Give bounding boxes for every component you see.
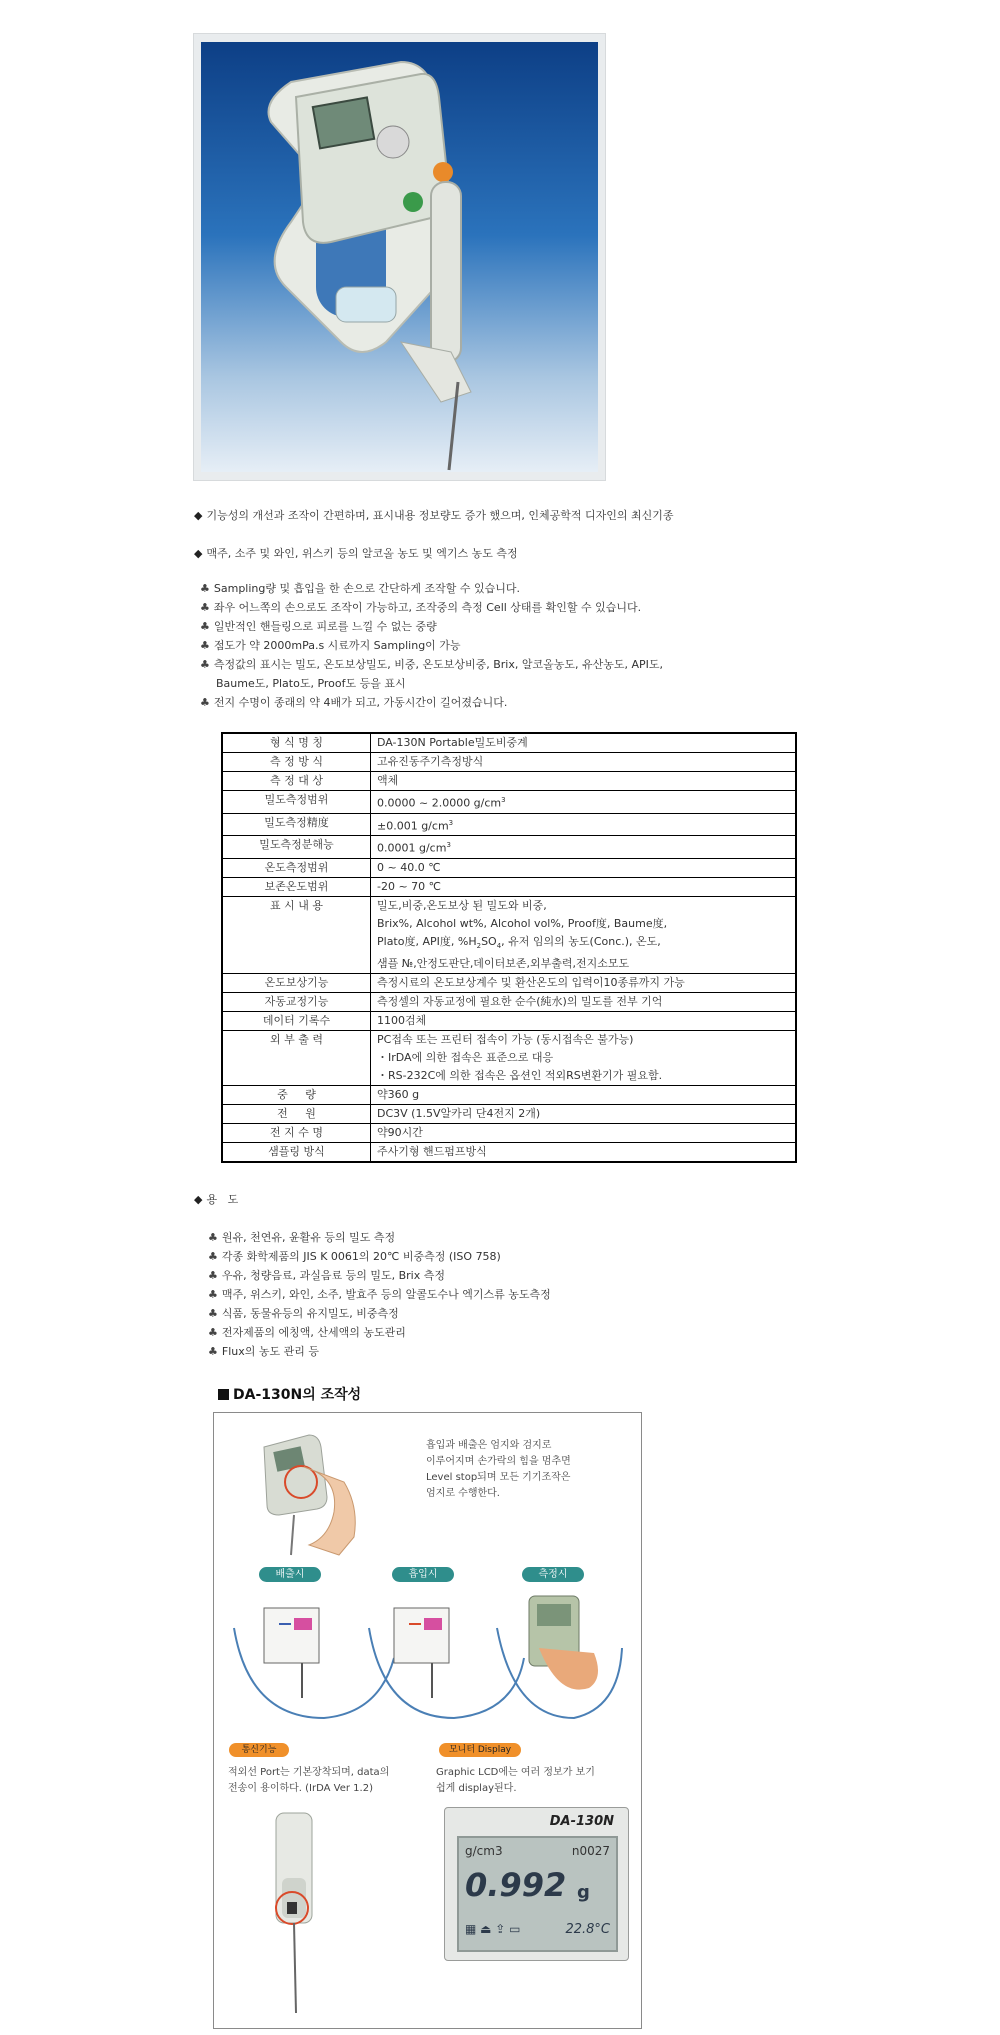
operation-panel <box>213 1412 642 2029</box>
diamond-icon: ◆ <box>194 547 203 560</box>
lcd-status-icons: ▦ ⏏ ⇪ ▭ <box>465 1922 521 1936</box>
club-icon: ♣ <box>208 1269 218 1282</box>
table-row: 자동교정기능 측정셀의 자동교정에 필요한 순수(純水)의 밀도를 전부 기억 <box>222 993 796 1012</box>
table-row: 표 시 내 용 밀도,비중,온도보상 된 밀도와 비중, Brix%, Alcohol wt%, Alcohol vol%, Proof度, Baume度, Plato度, API度, $\%H_2SO_4$, 유저 임의의 농도(Conc.), 온도, 샘플 №,안정도판단,데이터보존,외부출력,전지소모도 <box>222 896 796 973</box>
diamond-icon: ◆ <box>194 1193 203 1206</box>
lcd-temperature: 22.8°C <box>565 1922 610 1937</box>
feature-list <box>200 579 663 712</box>
lcd-reading-unit: g <box>577 1882 590 1903</box>
list-item: ♣ 우유, 청량음료, 과실음료 등의 밀도, Brix 측정 <box>208 1269 445 1282</box>
hand-grip-illustration <box>249 1427 359 1557</box>
table-row: 밀도측정분해능 0.0001 $g/cm^3$ <box>222 836 796 859</box>
table-row: 측 정 방 식 고유진동주기측정방식 <box>222 753 796 772</box>
intro-bullet-1: ◆ 기능성의 개선과 조작이 간편하며, 표시내용 정보량도 증가 했으며, 인체공학적 디자인의 최신기종 <box>194 509 674 522</box>
usage-heading: ◆ 용 도 <box>194 1193 239 1206</box>
lcd-unit: g/cm3 <box>465 1844 503 1858</box>
list-item: ♣ 원유, 천연유, 윤활유 등의 밀도 측정 <box>208 1231 396 1244</box>
club-icon: ♣ <box>208 1345 218 1358</box>
table-row: 데이터 기록수 1100검체 <box>222 1012 796 1031</box>
club-icon: ♣ <box>208 1307 218 1320</box>
feature-item: ♣ 일반적인 핸들링으로 피로를 느낄 수 없는 중량 <box>200 620 437 633</box>
irda-port-illustration <box>266 1808 326 2023</box>
table-row: 외 부 출 력 PC접속 또는 프린터 접속이 가능 (동시접속은 불가능) ・IrDA에 의한 접속은 표준으로 대응 ・RS-232C에 의한 접속은 옵션인 적외RS변환기가 필요함. <box>222 1031 796 1086</box>
club-icon: ♣ <box>208 1231 218 1244</box>
feature-item: ♣ 전지 수명이 종래의 약 4배가 되고, 가동시간이 길어졌습니다. <box>200 696 508 709</box>
operation-steps-illustration <box>229 1588 624 1723</box>
list-item: ♣ Flux의 농도 관리 등 <box>208 1345 319 1358</box>
list-item: ♣ 전자제품의 에칭액, 산세액의 농도관리 <box>208 1326 406 1339</box>
table-row: 측 정 대 상 액체 <box>222 772 796 791</box>
table-row: 샘플링 방식 주사기형 핸드펌프방식 <box>222 1143 796 1163</box>
usage-list <box>208 1228 551 1361</box>
operation-heading: DA-130N의 조작성 <box>218 1384 361 1404</box>
intro-bullet-2: ◆ 맥주, 소주 및 와인, 위스키 등의 알코올 농도 및 엑기스 농도 측정 <box>194 547 518 560</box>
table-row: 보존온도범위 -20 ~ 70 ℃ <box>222 877 796 896</box>
lcd-reading: 0.992 <box>465 1866 567 1904</box>
table-row: 전 원 DC3V (1.5V알카리 단4전지 2개) <box>222 1105 796 1124</box>
feature-item: ♣ Sampling량 및 흡입을 한 손으로 간단하게 조작할 수 있습니다. <box>200 582 520 595</box>
list-item: ♣ 각종 화학제품의 JIS K 0061의 20℃ 비중측정 (ISO 758) <box>208 1250 501 1263</box>
list-item: ♣ 식품, 동물유등의 유지밀도, 비중측정 <box>208 1307 399 1320</box>
club-icon: ♣ <box>208 1250 218 1263</box>
diamond-icon: ◆ <box>194 509 203 522</box>
club-icon: ♣ <box>200 582 210 595</box>
lcd-model-label: DA-130N <box>549 1814 614 1829</box>
club-icon: ♣ <box>208 1288 218 1301</box>
club-icon: ♣ <box>200 658 210 671</box>
club-icon: ♣ <box>200 639 210 652</box>
density-meter-illustration <box>201 42 598 472</box>
comm-label: 통신기능 <box>229 1743 289 1757</box>
feature-item-continuation: Baume도, Plato도, Proof도 등을 표시 <box>216 677 406 690</box>
comm-text: 적외선 Port는 기본장착되며, data의 전송이 용이하다. (IrDA Ver 1.2) <box>228 1767 390 1794</box>
spec-table <box>221 732 797 1163</box>
table-row: 온도보상기능 측정시료의 온도보상계수 및 환산온도의 입력이10종류까지 가능 <box>222 974 796 993</box>
feature-item: ♣ 측정값의 표시는 밀도, 온도보상밀도, 비중, 온도보상비중, Brix, 알코올농도, 유산농도, API도, <box>200 658 664 671</box>
lcd-display <box>444 1807 629 1961</box>
discharge-label: 배출시 <box>259 1567 321 1582</box>
monitor-text: Graphic LCD에는 여러 정보가 보기 쉽게 display된다. <box>436 1767 595 1794</box>
table-row: 밀도측정범위 0.0000 ~ 2.0000 $g/cm^3$ <box>222 791 796 814</box>
club-icon: ♣ <box>208 1326 218 1339</box>
square-icon <box>218 1389 229 1400</box>
table-row: 중 량 약360 g <box>222 1086 796 1105</box>
list-item: ♣ 맥주, 위스키, 와인, 소주, 발효주 등의 알콜도수나 엑기스류 농도측정 <box>208 1288 551 1301</box>
product-photo-frame <box>193 33 606 481</box>
club-icon: ♣ <box>200 696 210 709</box>
table-row: 전 지 수 명 약90시간 <box>222 1124 796 1143</box>
feature-item: ♣ 좌우 어느쪽의 손으로도 조작이 가능하고, 조작중의 측정 Cell 상태를 확인할 수 있습니다. <box>200 601 642 614</box>
table-row: 밀도측정精度 ±0.001 $g/cm^3$ <box>222 813 796 836</box>
lcd-sample-number: n0027 <box>571 1844 610 1858</box>
measure-label: 측정시 <box>522 1567 584 1582</box>
feature-item: ♣ 점도가 약 2000mPa.s 시료까지 Sampling이 가능 <box>200 639 461 652</box>
club-icon: ♣ <box>200 620 210 633</box>
monitor-label: 모니터 Display <box>439 1743 521 1757</box>
product-photo <box>201 42 598 472</box>
table-row: 형 식 명 칭 DA-130N Portable밀도비중계 <box>222 733 796 753</box>
intake-label: 흡입시 <box>392 1567 454 1582</box>
lcd-screen <box>457 1836 618 1952</box>
club-icon: ♣ <box>200 601 210 614</box>
table-row: 온도측정범위 0 ~ 40.0 ℃ <box>222 858 796 877</box>
operation-intro-text: 흡입과 배출은 엄지와 검지로 이루어지며 손가락의 힘을 멈추면 Level stop되며 모든 기기조작은 엄지로 수행한다. <box>426 1440 571 1499</box>
